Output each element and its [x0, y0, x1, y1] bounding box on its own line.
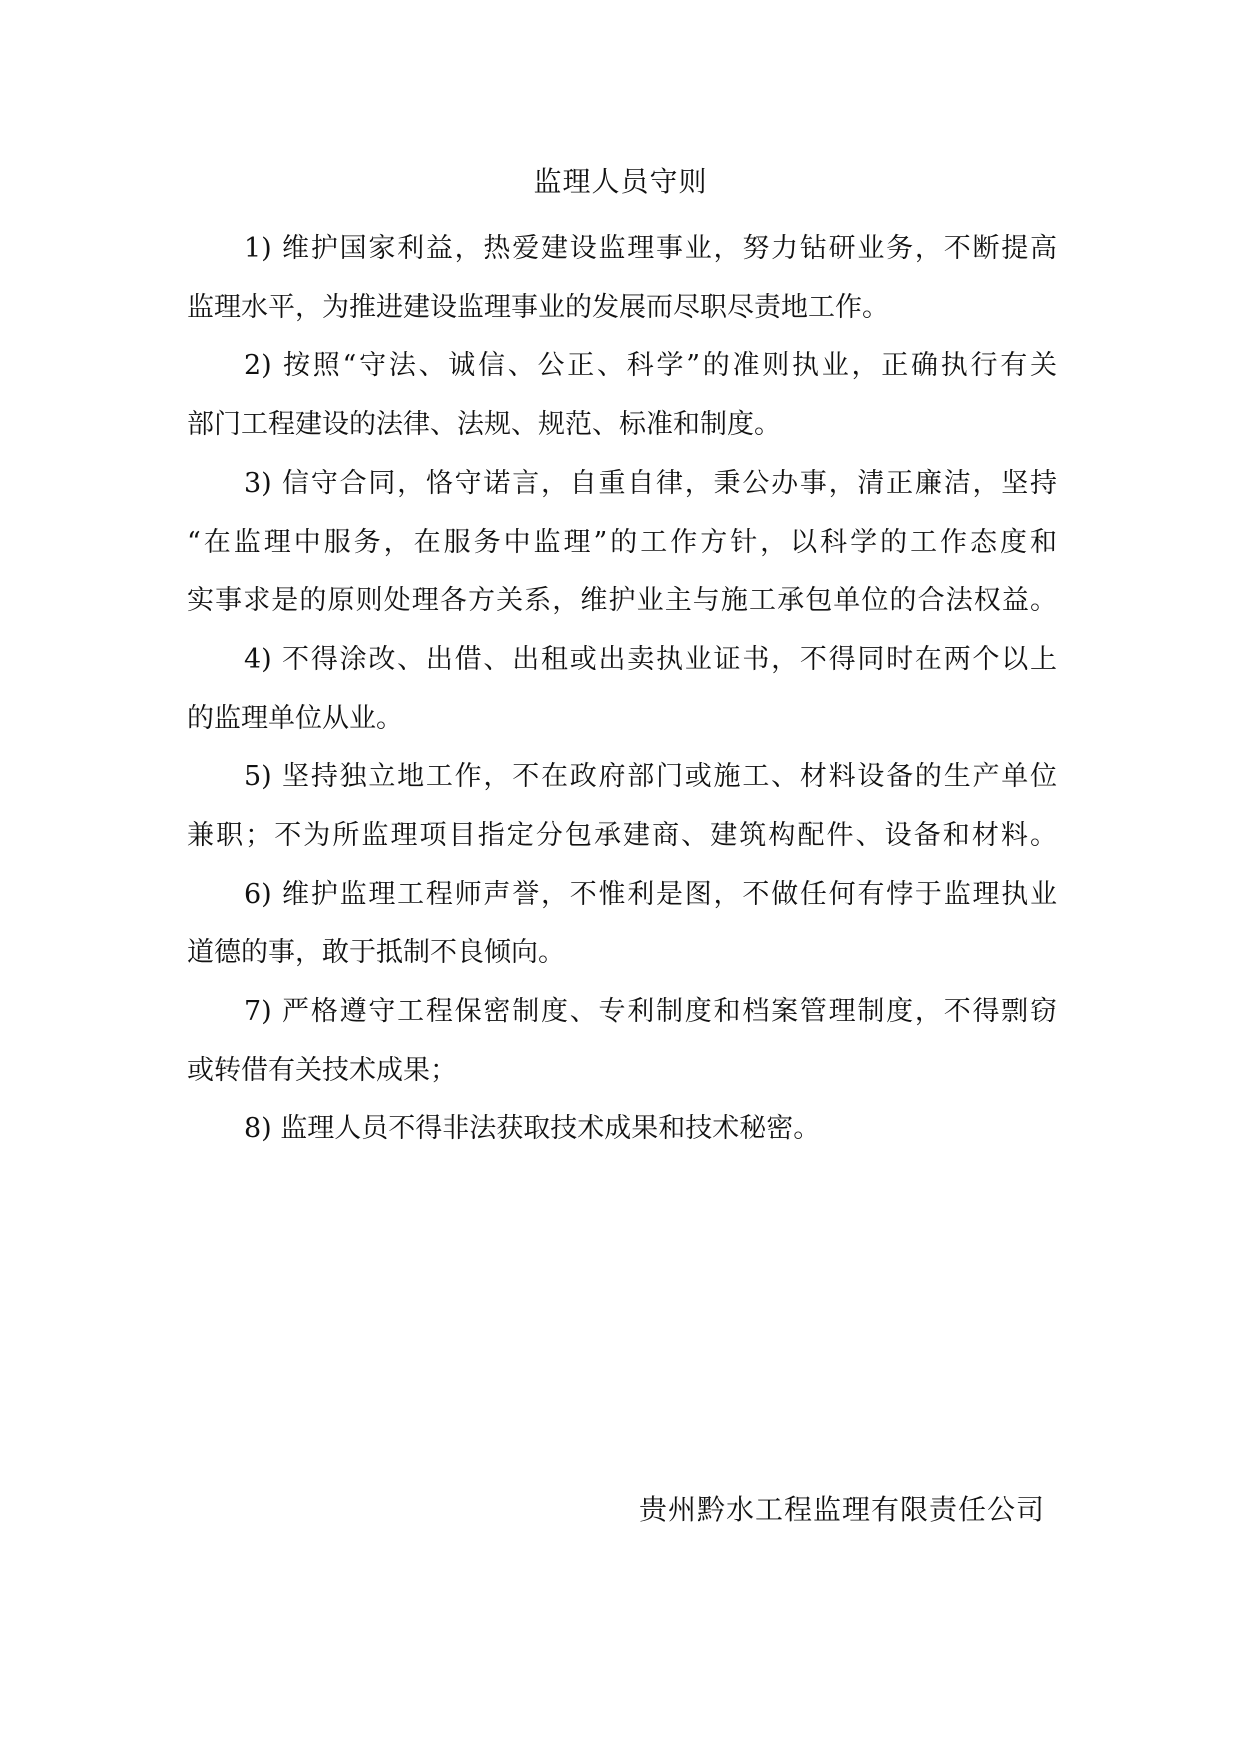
- rule-2-line-1: 2) 按照“守法、诚信、公正、科学”的准则执业，正确执行有关: [244, 350, 1057, 381]
- rule-1-line-1: 1) 维护国家利益，热爱建设监理事业，努力钻研业务，不断提高: [244, 233, 1057, 264]
- company-signature: 贵州黔水工程监理有限责任公司: [638, 1493, 1045, 1526]
- rule-5-line-2: 兼职；不为所监理项目指定分包承建商、建筑构配件、设备和材料。: [187, 820, 1057, 851]
- rule-7-line-1: 7) 严格遵守工程保密制度、专利制度和档案管理制度，不得剽窃: [244, 996, 1057, 1027]
- rule-7-line-2: 或转借有关技术成果；: [187, 1055, 457, 1086]
- rule-4-line-2: 的监理单位从业。: [187, 703, 403, 734]
- rule-8-line-1: 8) 监理人员不得非法获取技术成果和技术秘密。: [244, 1113, 821, 1144]
- rule-1-line-2: 监理水平，为推进建设监理事业的发展而尽职尽责地工作。: [187, 292, 889, 323]
- rule-3-line-2: “在监理中服务，在服务中监理”的工作方针，以科学的工作态度和: [187, 527, 1057, 558]
- document-title: 监理人员守则: [533, 165, 708, 198]
- rule-3-line-1: 3) 信守合同，恪守诺言，自重自律，秉公办事，清正廉洁，坚持: [244, 468, 1057, 499]
- rule-2-line-2: 部门工程建设的法律、法规、规范、标准和制度。: [187, 409, 781, 440]
- rule-6-line-2: 道德的事，敢于抵制不良倾向。: [187, 937, 565, 968]
- rule-6-line-1: 6) 维护监理工程师声誉，不惟利是图，不做任何有悖于监理执业: [244, 879, 1057, 910]
- rule-5-line-1: 5) 坚持独立地工作，不在政府部门或施工、材料设备的生产单位: [244, 761, 1057, 792]
- rule-4-line-1: 4) 不得涂改、出借、出租或出卖执业证书，不得同时在两个以上: [244, 644, 1057, 675]
- rule-3-line-3: 实事求是的原则处理各方关系，维护业主与施工承包单位的合法权益。: [187, 585, 1057, 616]
